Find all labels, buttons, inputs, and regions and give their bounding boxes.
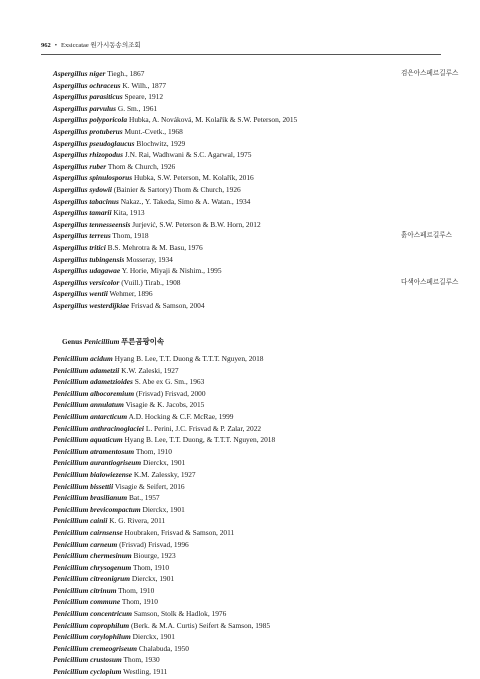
species-entry — [53, 80, 413, 92]
species-authority: (Vuill.) Tirab., 1908 — [121, 277, 181, 287]
species-name: Penicillium albocoremium — [53, 388, 135, 398]
species-name: Penicillium coprophilum — [53, 620, 130, 630]
book-title: Exsiccatae 원가시동송의조회 — [61, 42, 141, 49]
species-entry — [53, 492, 413, 504]
species-entry — [53, 254, 413, 266]
species-name: Aspergillus parvulus — [53, 103, 117, 113]
species-authority: Wehmer, 1896 — [109, 289, 153, 299]
species-authority: Bat., 1957 — [129, 493, 160, 503]
species-name: Penicillium cairnsense — [53, 527, 123, 537]
species-authority: (Frisvad) Frisvad, 1996 — [119, 539, 189, 549]
species-entry — [53, 288, 413, 300]
species-entry — [53, 184, 413, 196]
species-entry — [53, 481, 413, 493]
species-entry — [53, 631, 413, 643]
species-authority: J.N. Rai, Wadhwani & S.C. Agarwal, 1975 — [124, 150, 252, 160]
species-entry — [53, 585, 413, 597]
species-name: Aspergillus tritici — [53, 242, 106, 252]
species-authority: Thom, 1910 — [118, 585, 155, 595]
species-name: Aspergillus wentii — [53, 289, 108, 299]
species-name: Aspergillus tubingensis — [53, 254, 125, 264]
species-name: Aspergillus pseudoglaucus — [53, 138, 135, 148]
genus-korean-name: 푸른곰팡이속 — [121, 337, 165, 346]
species-entry — [53, 527, 413, 539]
species-name: Penicillium carneum — [53, 539, 118, 549]
species-name: Penicillium antarcticum — [53, 411, 128, 421]
species-entry — [53, 277, 459, 289]
species-name: Aspergillus spinulosporus — [53, 173, 133, 183]
species-authority: Houbraken, Frisvad & Samson, 2011 — [124, 527, 235, 537]
species-entry — [53, 550, 413, 562]
species-entry — [53, 196, 413, 208]
species-authority: Dierckx, 1901 — [142, 458, 186, 468]
species-entry — [53, 172, 413, 184]
species-entry — [53, 242, 413, 254]
species-entry — [53, 138, 413, 150]
species-name: Aspergillus westerdijkiae — [53, 300, 130, 310]
species-name: Penicillium bialowiezense — [53, 469, 133, 479]
species-name: Penicillium bissettii — [53, 481, 114, 491]
species-authority: Blochwitz, 1929 — [136, 138, 186, 148]
species-authority: Jurjević, S.W. Peterson & B.W. Horn, 2012 — [132, 219, 261, 229]
species-entry — [53, 666, 413, 678]
species-entry — [53, 376, 413, 388]
species-entry — [53, 515, 413, 527]
species-entry — [53, 103, 413, 115]
species-authority: G. Sm., 1961 — [117, 103, 158, 113]
species-entry — [53, 423, 413, 435]
species-entry — [53, 114, 413, 126]
species-name: Penicillium chrysogenum — [53, 562, 132, 572]
species-name: Penicillium anthracinoglaciei — [53, 423, 144, 433]
species-authority: K. G. Rivera, 2011 — [109, 516, 166, 526]
species-authority: Thom, 1918 — [112, 231, 149, 241]
species-entry — [53, 207, 413, 219]
species-entry — [53, 562, 413, 574]
species-entry — [53, 68, 459, 80]
species-name: Aspergillus tamarii — [53, 208, 112, 218]
species-name: Penicillium annulatum — [53, 400, 124, 410]
species-authority: Hyang B. Lee, T.T. Duong, & T.T.T. Nguyen, 2018 — [124, 435, 276, 445]
species-authority: Thom, 1910 — [121, 597, 158, 607]
species-name: Aspergillus tabacinus — [53, 196, 119, 206]
species-name: Penicillium commune — [53, 597, 121, 607]
species-name: Penicillium chermesinum — [53, 551, 132, 561]
species-authority: Mosseray, 1934 — [126, 254, 173, 264]
species-authority: Nakaz., Y. Takeda, Simo & A. Watan., 1934 — [120, 196, 251, 206]
species-name: Penicillium citrinum — [53, 585, 117, 595]
species-entry — [53, 573, 413, 585]
species-name: Penicillium brasilianum — [53, 493, 128, 503]
korean-common-name: 다색아스페르길루스 — [401, 278, 459, 286]
species-authority: Westling, 1911 — [123, 667, 168, 677]
species-entry — [53, 608, 413, 620]
species-entry — [53, 411, 413, 423]
penicillium-species-list — [53, 353, 413, 678]
species-authority: Hubka, A. Nováková, M. Kolařík & S.W. Peterson, 2015 — [128, 115, 298, 125]
korean-common-name: 흙아스페르길루스 — [401, 232, 452, 240]
species-name: Penicillium adametzii — [53, 365, 120, 375]
species-entry — [53, 654, 413, 666]
species-entry — [53, 457, 413, 469]
species-name: Penicillium cainii — [53, 516, 108, 526]
species-authority: Kita, 1913 — [113, 208, 145, 218]
species-name: Penicillium cyclopium — [53, 667, 122, 677]
species-entry — [53, 353, 413, 365]
species-authority: Hyang B. Lee, T.T. Duong & T.T.T. Nguyen, 2018 — [114, 354, 264, 363]
species-name: Penicillium crustosum — [53, 655, 122, 665]
species-name: Penicillium atramentosum — [53, 446, 135, 456]
species-authority: Visagie & Seifert, 2016 — [114, 481, 185, 491]
species-entry — [53, 161, 413, 173]
species-authority: K.W. Zaleski, 1927 — [121, 365, 179, 375]
page-number: 962 — [41, 42, 51, 49]
species-name: Aspergillus tennesseensis — [53, 219, 131, 229]
species-authority: S. Abe ex G. Sm., 1963 — [134, 377, 205, 387]
species-entry — [53, 388, 413, 400]
species-entry — [53, 219, 413, 231]
species-entry — [53, 300, 413, 312]
species-authority: Samson, Stolk & Hadlok, 1976 — [133, 609, 227, 619]
species-authority: K. Wilh., 1877 — [122, 80, 167, 90]
species-entry — [53, 446, 413, 458]
species-entry — [53, 596, 413, 608]
species-entry — [53, 434, 413, 446]
species-name: Aspergillus rhizopodus — [53, 150, 124, 160]
species-authority: (Frisvad) Frisvad, 2000 — [135, 388, 206, 398]
species-authority: L. Perini, J.C. Frisvad & P. Zalar, 2022 — [145, 423, 262, 433]
species-authority: B.S. Mehrotra & M. Basu, 1976 — [107, 242, 203, 252]
species-authority: Dierckx, 1901 — [132, 632, 175, 642]
species-authority: Chalabuda, 1950 — [138, 643, 189, 653]
species-entry — [53, 504, 413, 516]
species-authority: Hubka, S.W. Peterson, M. Kolařík, 2016 — [133, 173, 254, 183]
species-authority: Biourge, 1923 — [133, 551, 176, 561]
page-header — [41, 39, 441, 53]
species-authority: Frisvad & Samson, 2004 — [131, 300, 205, 310]
species-entry — [53, 149, 413, 161]
species-name: Aspergillus ochraceus — [53, 80, 121, 90]
species-name: Aspergillus niger — [53, 69, 106, 78]
species-name: Aspergillus versicolor — [53, 277, 120, 287]
species-authority: (Berk. & M.A. Curtis) Seifert & Samson, 1985 — [131, 620, 271, 630]
species-entry — [53, 126, 413, 138]
header-rule — [41, 54, 441, 55]
species-entry — [53, 91, 413, 103]
species-authority: K.M. Zalessky, 1927 — [133, 469, 196, 479]
species-authority: Dierckx, 1901 — [142, 504, 185, 514]
species-name: Aspergillus ruber — [53, 161, 107, 171]
species-name: Aspergillus udagawae — [53, 266, 121, 276]
species-authority: Y. Horie, Miyaji & Nishim., 1995 — [121, 266, 222, 276]
species-authority: Munt.-Cvetk., 1968 — [124, 126, 183, 136]
species-name: Aspergillus parasiticus — [53, 92, 123, 102]
species-name: Penicillium brevicompactum — [53, 504, 141, 514]
species-authority: A.D. Hocking & C.F. McRae, 1999 — [128, 411, 234, 421]
species-name: Aspergillus protuberus — [53, 126, 123, 136]
genus-heading — [62, 336, 164, 347]
species-name: Aspergillus terreus — [53, 231, 111, 241]
species-name: Aspergillus polyporicola — [53, 115, 128, 125]
species-entry — [53, 399, 413, 411]
species-authority: Thom & Church, 1926 — [107, 161, 176, 171]
species-authority: Tiegh., 1867 — [107, 69, 145, 78]
genus-name: Penicillium — [84, 337, 120, 346]
species-authority: Thom, 1910 — [135, 446, 172, 456]
species-authority: Thom, 1930 — [123, 655, 160, 665]
species-name: Penicillium aquaticum — [53, 435, 123, 445]
species-name: Aspergillus sydowii — [53, 184, 112, 194]
species-entry — [53, 620, 413, 632]
species-entry — [53, 469, 413, 481]
species-name: Penicillium concentricum — [53, 609, 133, 619]
species-name: Penicillium acidum — [53, 354, 113, 363]
species-authority: Visagie & K. Jacobs, 2015 — [125, 400, 205, 410]
korean-common-name: 검은아스페르길루스 — [401, 70, 459, 77]
species-entry — [53, 230, 452, 242]
species-authority: (Bainier & Sartory) Thom & Church, 1926 — [113, 184, 241, 194]
species-name: Penicillium aurantiogriseum — [53, 458, 142, 468]
species-entry — [53, 643, 413, 655]
species-entry — [53, 539, 413, 551]
aspergillus-species-list — [53, 68, 459, 311]
species-name: Penicillium citreonigrum — [53, 574, 130, 584]
species-authority: Dierckx, 1901 — [131, 574, 175, 584]
species-name: Penicillium adametzioides — [53, 377, 133, 387]
species-name: Penicillium corylophilum — [53, 632, 131, 642]
species-entry — [53, 265, 413, 277]
species-authority: Thom, 1910 — [132, 562, 170, 572]
header-separator: • — [54, 42, 58, 49]
genus-prefix: Genus — [62, 337, 83, 346]
species-name: Penicillium cremeogriseum — [53, 643, 137, 653]
species-entry — [53, 365, 413, 377]
species-authority: Speare, 1912 — [124, 92, 164, 102]
